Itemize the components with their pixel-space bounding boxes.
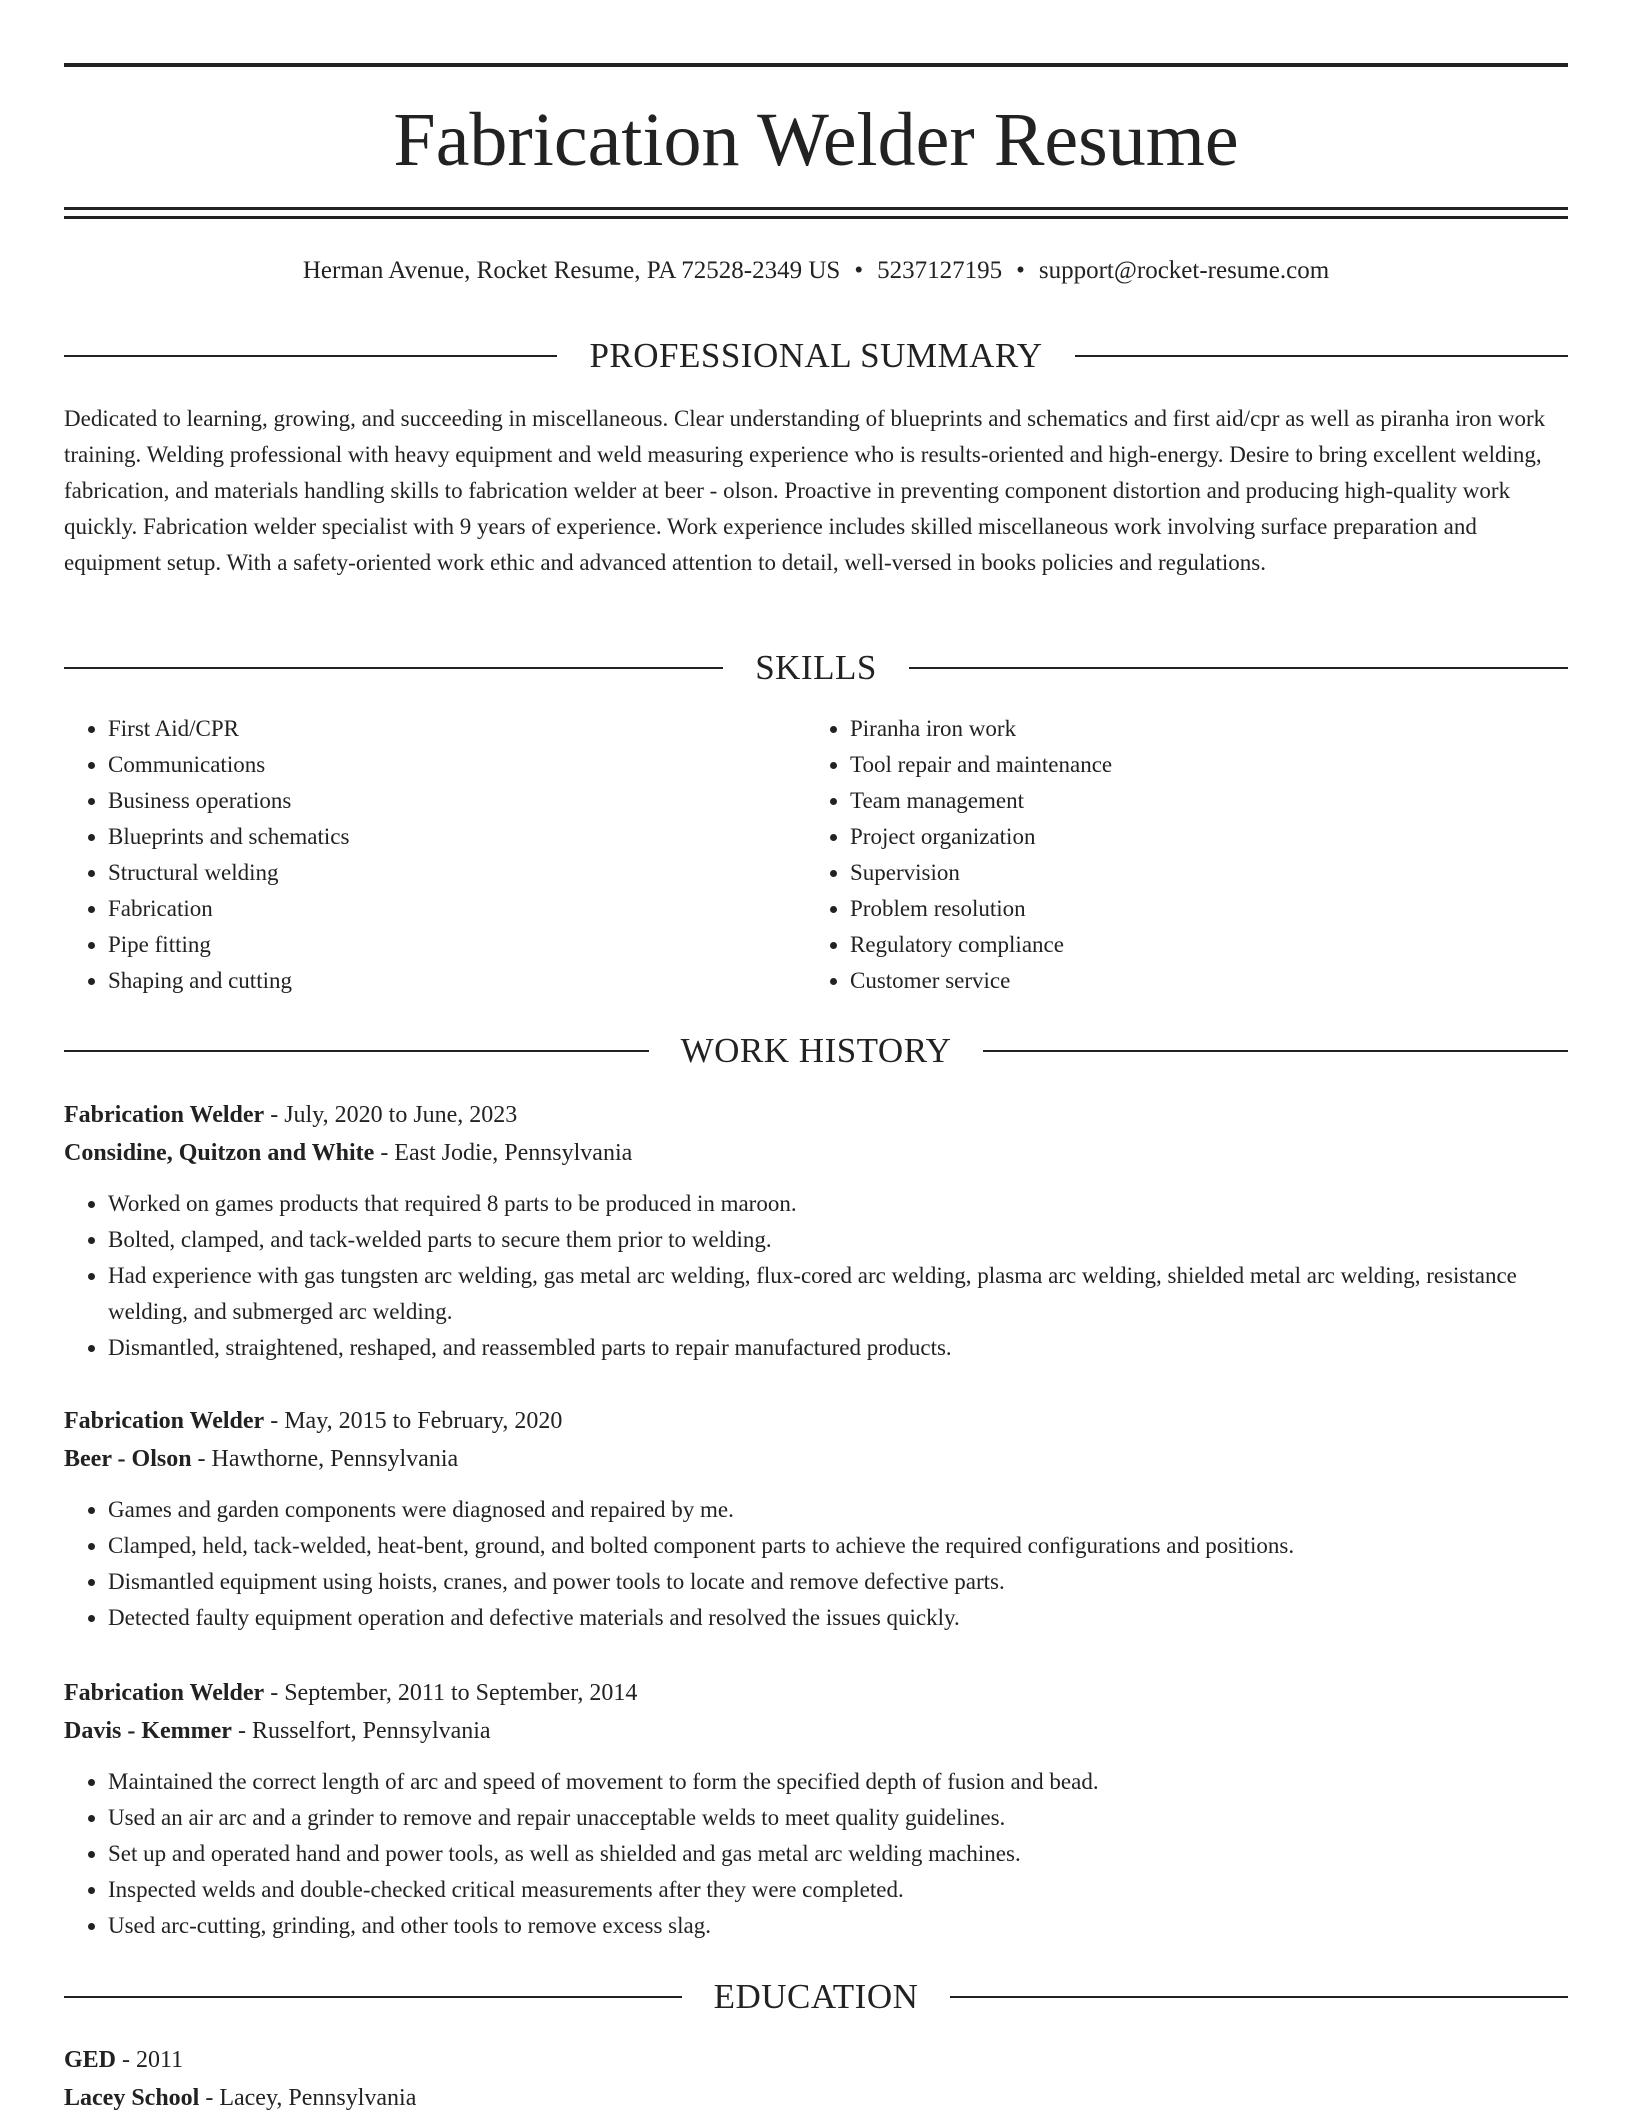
resume-title: Fabrication Welder Resume bbox=[393, 98, 1239, 182]
heading-rule bbox=[64, 667, 723, 669]
skill-item: • Blueprints and schematics bbox=[108, 819, 806, 855]
job-bullet: • Worked on games products that required 8 parts to be produced in maroon. bbox=[108, 1186, 1568, 1222]
education-year: - 2011 bbox=[116, 2047, 184, 2073]
skill-item: • Shaping and cutting bbox=[108, 963, 806, 999]
heading-rule bbox=[1075, 355, 1568, 357]
job-entry bbox=[64, 1402, 1568, 1636]
job-bullet: • Maintained the correct length of arc and speed of movement to form the specified depth of fusion and bead. bbox=[108, 1764, 1568, 1800]
contact-separator: • bbox=[854, 257, 864, 284]
job-bullet: • Detected faulty equipment operation and defective materials and resolved the issues quickly. bbox=[108, 1600, 1568, 1636]
job-title-line bbox=[64, 1674, 1568, 1712]
section-heading-summary bbox=[64, 336, 1568, 376]
heading-rule bbox=[950, 1996, 1568, 1998]
skills-list-right bbox=[806, 711, 1548, 999]
section-title: EDUCATION bbox=[713, 1977, 919, 2016]
job-bullet: • Clamped, held, tack-welded, heat-bent, ground, and bolted component parts to achieve the required configurations and positions. bbox=[108, 1528, 1568, 1564]
job-title: Fabrication Welder bbox=[64, 1408, 265, 1434]
skill-item: • Business operations bbox=[108, 783, 806, 819]
heading-rule bbox=[909, 667, 1568, 669]
job-entry bbox=[64, 1674, 1568, 1944]
contact-address: Herman Avenue, Rocket Resume, PA 72528-2349 US bbox=[302, 257, 841, 284]
skill-item: • Customer service bbox=[850, 963, 1548, 999]
education-degree-line bbox=[64, 2041, 1568, 2079]
job-company-line bbox=[64, 1134, 1568, 1172]
heading-rule bbox=[64, 355, 557, 357]
education-location: - Lacey, Pennsylvania bbox=[199, 2085, 417, 2111]
top-rule bbox=[64, 63, 1568, 67]
job-company: Beer - Olson bbox=[64, 1446, 192, 1472]
section-title: WORK HISTORY bbox=[680, 1031, 952, 1070]
education-degree: GED bbox=[64, 2047, 117, 2073]
contact-separator: • bbox=[1016, 257, 1025, 284]
job-company: Davis - Kemmer bbox=[64, 1718, 232, 1744]
job-title: Fabrication Welder bbox=[64, 1680, 265, 1706]
summary-text: Dedicated to learning, growing, and succeeding in miscellaneous. Clear understanding of blueprints and schematics and first aid/cpr as well as piranha iron work training. Welding professional with heavy equipment and weld measuring experience who is results-oriented and high-energy. Desire to bring excellent welding, fabrication, and materials handling skills to fabrication welder at beer - olson. Proactive in preventing component distortion and producing high-quality work quickly. Fabrication welder specialist with 9 years of experience. Work experience includes skilled miscellaneous work involving surface preparation and equipment setup. With a safety-oriented work ethic and advanced attention to detail, well-versed in books policies and regulations. bbox=[64, 406, 1546, 575]
skill-item: • Regulatory compliance bbox=[850, 927, 1548, 963]
section-heading-work-history bbox=[64, 1031, 1568, 1071]
education-school: Lacey School bbox=[64, 2085, 200, 2111]
job-bullet: • Had experience with gas tungsten arc welding, gas metal arc welding, flux-cored arc welding, plasma arc welding, shielded metal arc welding, resistance welding, and submerged arc welding. bbox=[108, 1258, 1568, 1330]
job-title-line bbox=[64, 1402, 1568, 1440]
job-bullet: • Used arc-cutting, grinding, and other tools to remove excess slag. bbox=[108, 1908, 1568, 1944]
title-double-rule-lower bbox=[64, 216, 1568, 219]
skill-item: • Tool repair and maintenance bbox=[850, 747, 1548, 783]
education-entry bbox=[64, 2041, 1568, 2117]
section-heading-education bbox=[64, 1977, 1568, 2017]
contact-phone: 5237127195 bbox=[877, 257, 1003, 284]
skills-columns bbox=[64, 711, 1568, 999]
job-bullets bbox=[64, 1186, 1568, 1366]
contact-email: support@rocket-resume.com bbox=[1038, 257, 1330, 284]
job-bullet: • Used an air arc and a grinder to remove and repair unacceptable welds to meet quality guidelines. bbox=[108, 1800, 1568, 1836]
job-location: - East Jodie, Pennsylvania bbox=[374, 1140, 633, 1166]
heading-rule bbox=[64, 1996, 682, 1998]
job-company-line bbox=[64, 1440, 1568, 1478]
job-location: - Russelfort, Pennsylvania bbox=[231, 1718, 491, 1744]
heading-rule bbox=[64, 1050, 649, 1052]
section-heading-skills bbox=[64, 648, 1568, 688]
job-bullet: • Dismantled equipment using hoists, cranes, and power tools to locate and remove defective parts. bbox=[108, 1564, 1568, 1600]
job-dates: - May, 2015 to February, 2020 bbox=[264, 1408, 563, 1434]
title-double-rule-upper bbox=[64, 207, 1568, 210]
job-dates: - September, 2011 to September, 2014 bbox=[264, 1680, 638, 1706]
job-company-line bbox=[64, 1712, 1568, 1750]
job-title-line bbox=[64, 1096, 1568, 1134]
job-entry bbox=[64, 1096, 1568, 1366]
job-bullet: • Inspected welds and double-checked critical measurements after they were completed. bbox=[108, 1872, 1568, 1908]
skills-list-left bbox=[64, 711, 806, 999]
job-company: Considine, Quitzon and White bbox=[64, 1140, 375, 1166]
job-title: Fabrication Welder bbox=[64, 1102, 265, 1128]
job-bullets bbox=[64, 1764, 1568, 1944]
skill-item: • Piranha iron work bbox=[850, 711, 1548, 747]
job-bullets bbox=[64, 1492, 1568, 1636]
skill-item: • Problem resolution bbox=[850, 891, 1548, 927]
heading-rule bbox=[983, 1050, 1568, 1052]
skill-item: • Fabrication bbox=[108, 891, 806, 927]
job-location: - Hawthorne, Pennsylvania bbox=[191, 1446, 459, 1472]
skill-item: • First Aid/CPR bbox=[108, 711, 806, 747]
job-bullet: • Bolted, clamped, and tack-welded parts to secure them prior to welding. bbox=[108, 1222, 1568, 1258]
job-bullet: • Set up and operated hand and power tools, as well as shielded and gas metal arc welding machines. bbox=[108, 1836, 1568, 1872]
contact-line bbox=[64, 255, 1568, 287]
job-bullet: • Dismantled, straightened, reshaped, and reassembled parts to repair manufactured products. bbox=[108, 1330, 1568, 1366]
skill-item: • Project organization bbox=[850, 819, 1548, 855]
skill-item: • Pipe fitting bbox=[108, 927, 806, 963]
skill-item: • Structural welding bbox=[108, 855, 806, 891]
skill-item: • Supervision bbox=[850, 855, 1548, 891]
job-bullet: • Games and garden components were diagnosed and repaired by me. bbox=[108, 1492, 1568, 1528]
skill-item: • Communications bbox=[108, 747, 806, 783]
job-dates: - July, 2020 to June, 2023 bbox=[264, 1102, 518, 1128]
skill-item: • Team management bbox=[850, 783, 1548, 819]
education-school-line bbox=[64, 2079, 1568, 2117]
section-title: PROFESSIONAL SUMMARY bbox=[589, 336, 1043, 375]
section-title: SKILLS bbox=[755, 648, 877, 687]
